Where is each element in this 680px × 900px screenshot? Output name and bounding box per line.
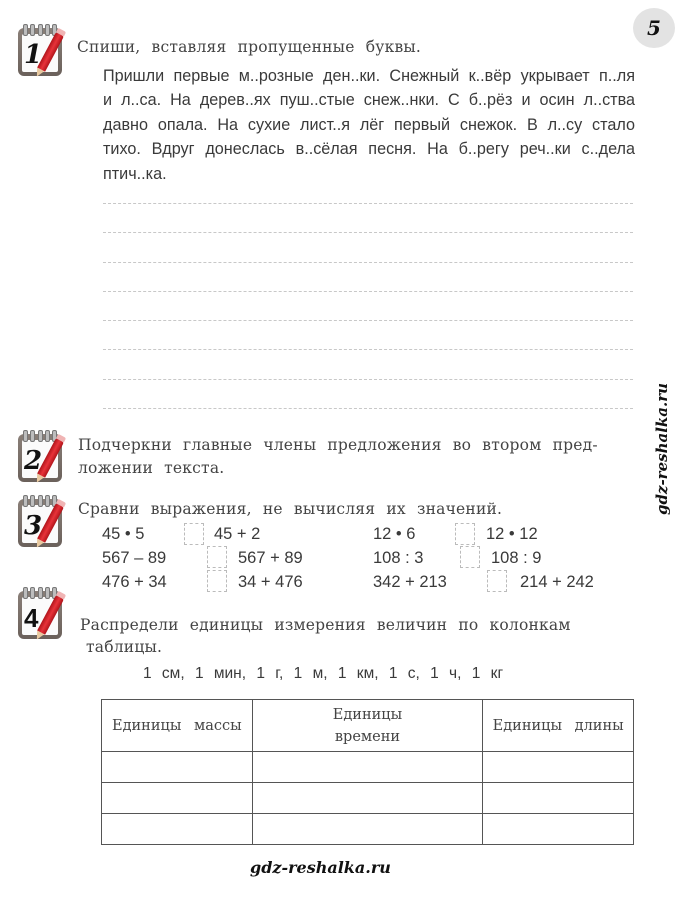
task-1-number: 1: [24, 40, 43, 70]
task-3-title: Сравни выражения, не вычисляя их значений.: [78, 500, 503, 518]
comparison-left: 342 + 213: [373, 573, 447, 591]
comparison-left: 12 • 6: [373, 525, 416, 543]
task-3-notepad-icon: [16, 493, 66, 549]
comparison-right: 214 + 242: [520, 573, 594, 591]
units-table: [101, 699, 634, 845]
header-time: Единицы времени: [252, 700, 483, 752]
comparison-left: 476 + 34: [102, 573, 167, 591]
comparison-left: 567 – 89: [102, 549, 167, 567]
table-cell[interactable]: [252, 783, 483, 814]
table-cell[interactable]: [483, 814, 634, 845]
units-list: 1 см, 1 мин, 1 г, 1 м, 1 км, 1 с, 1 ч, 1 кг: [143, 665, 504, 682]
table-row: [102, 814, 634, 845]
comparison-box[interactable]: [184, 523, 204, 545]
task-2-number: 2: [24, 446, 43, 476]
table-cell[interactable]: [483, 752, 634, 783]
comparison-box[interactable]: [207, 546, 227, 568]
comparison-box[interactable]: [487, 570, 507, 592]
table-cell[interactable]: [483, 783, 634, 814]
task-1-title: Спиши, вставляя пропущенные буквы.: [77, 38, 422, 56]
comparison-left: 45 • 5: [102, 525, 145, 543]
comparison-right: 12 • 12: [486, 525, 538, 543]
table-row: [102, 783, 634, 814]
task-4-title-line2: таблицы.: [86, 638, 163, 656]
task-1-text: Пришли первые м..розные ден..ки. Снежный к..вёр укрывает п..ля и л..са. На дерев..ях пуш..стые снеж..нки. С б..рёз и осин л..ства давно опала. На сухие лист..я лёг первый снежок. В л..су стало тихо. Вдруг донеслась в..сёлая песня. На б..регу реч..ки с..дела птич..ка.: [103, 67, 635, 183]
table-cell[interactable]: [102, 752, 253, 783]
task-2-title-line2: ложении текста.: [78, 459, 225, 477]
watermark-side: gdz-reshalka.ru: [653, 382, 671, 516]
task-4-title-line1: Распредели единицы измерения величин по колонкам: [80, 616, 571, 634]
task-1-notepad-icon: [16, 22, 66, 78]
comparison-right: 567 + 89: [238, 549, 303, 567]
comparison-right: 108 : 9: [491, 549, 542, 567]
header-mass: Единицы массы: [102, 700, 253, 752]
comparison-right: 34 + 476: [238, 573, 303, 591]
task-4-number: 4: [24, 603, 39, 633]
task-2-notepad-icon: [16, 428, 66, 484]
writing-lines[interactable]: [103, 203, 633, 409]
task-4-notepad-icon: [16, 585, 66, 641]
table-cell[interactable]: [102, 814, 253, 845]
comparison-box[interactable]: [455, 523, 475, 545]
table-cell[interactable]: [252, 814, 483, 845]
header-length: Единицы длины: [483, 700, 634, 752]
page-number: 5: [633, 8, 675, 48]
comparison-left: 108 : 3: [373, 549, 424, 567]
task-2-title-line1: Подчеркни главные члены предложения во втором пред-: [78, 436, 598, 454]
task-3-number: 3: [24, 511, 43, 541]
table-cell[interactable]: [252, 752, 483, 783]
comparison-right: 45 + 2: [214, 525, 261, 543]
watermark-bottom: gdz-reshalka.ru: [250, 858, 391, 877]
comparison-box[interactable]: [207, 570, 227, 592]
table-cell[interactable]: [102, 783, 253, 814]
table-row: [102, 752, 634, 783]
comparison-box[interactable]: [460, 546, 480, 568]
